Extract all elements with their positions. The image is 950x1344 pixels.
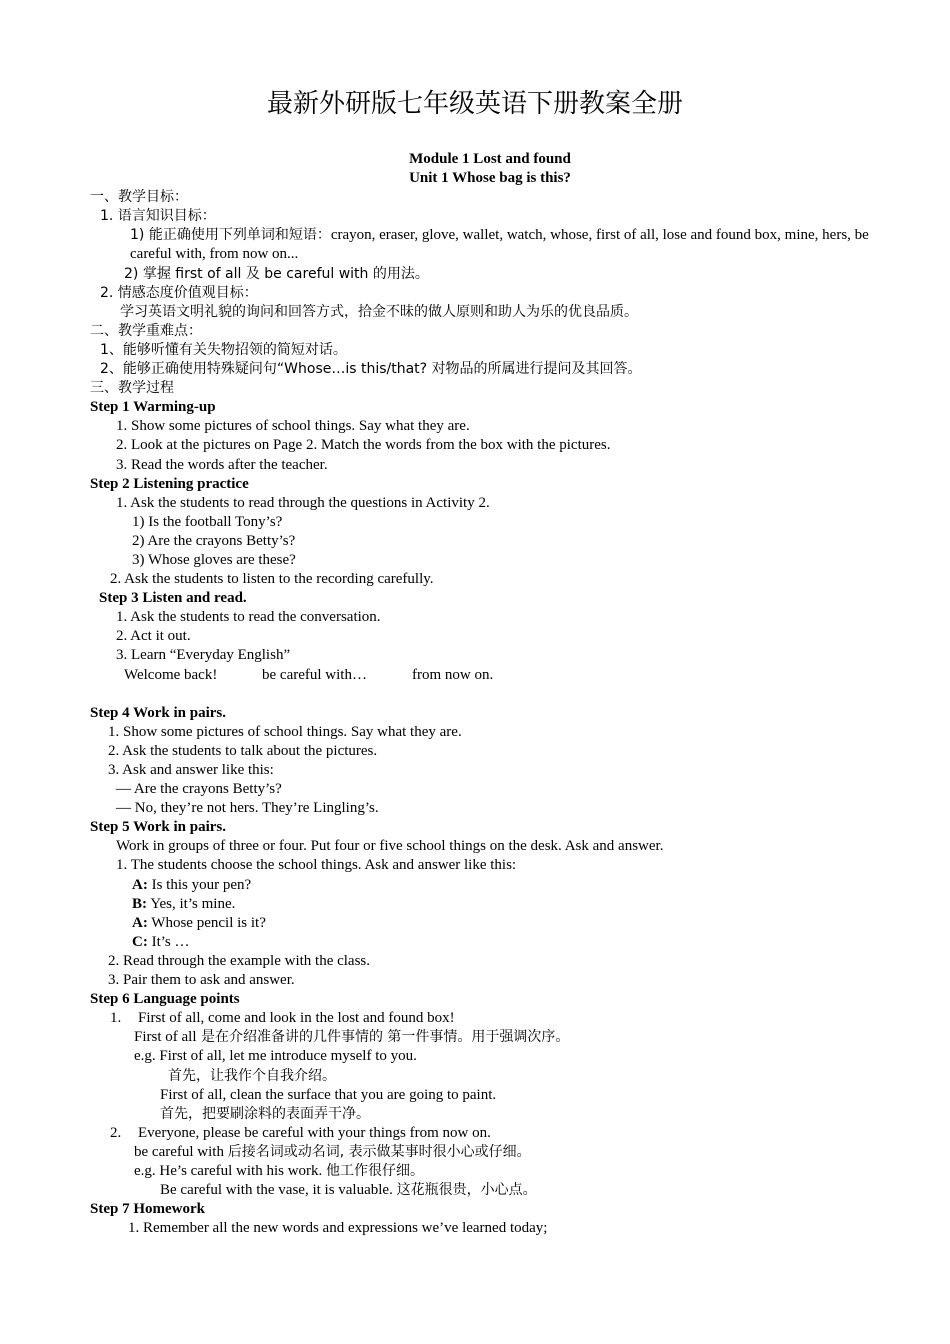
step-5-intro: Work in groups of three or four. Put four or five school things on the desk. Ask and answer. (116, 838, 664, 855)
step-1-item: 3. Read the words after the teacher. (116, 456, 328, 473)
step-2-item: 1. Ask the students to read through the questions in Activity 2. (116, 494, 490, 511)
step-5-item: 2. Read through the example with the class. (108, 952, 371, 969)
step-3-heading: Step 3 Listen and read. (99, 590, 247, 607)
key-point-1: 1、能够听懂有关失物招领的简短对话。 (100, 341, 347, 358)
step-3-item: 2. Act it out. (116, 628, 191, 645)
step-1-heading: Step 1 Warming-up (90, 399, 216, 416)
note-explanation: 后接名词或动名词, 表示做某事时很小心或仔细。 (227, 1143, 531, 1160)
step-4-dialogue-line: — No, they’re not hers. They’re Lingling’s. (116, 800, 379, 817)
step-2-question: 3) Whose gloves are these? (132, 551, 296, 568)
step-2-question: 1) Is the football Tony’s? (132, 513, 283, 530)
example-en: Be careful with the vase, it is valuable. (160, 1182, 397, 1199)
step-2-item: 2. Ask the students to listen to the recording carefully. (110, 571, 434, 588)
step-5-dialogue-line (90, 914, 890, 933)
example-en: e.g. He’s careful with his work. (134, 1162, 327, 1179)
example-sentence (90, 1162, 890, 1181)
dialogue-text: Yes, it’s mine. (147, 895, 236, 912)
dialogue-text: Whose pencil is it? (147, 914, 266, 931)
process-heading: 三、教学过程 (90, 380, 174, 397)
phrase: Welcome back! (124, 666, 218, 683)
example-sentence: e.g. First of all, let me introduce myself to you. (134, 1048, 417, 1065)
phrase: be careful with… (262, 666, 367, 683)
note-phrase: be careful with (134, 1143, 228, 1160)
step-6-heading: Step 6 Language points (90, 991, 240, 1008)
example-zh: 他工作很仔细。 (326, 1162, 425, 1179)
step-2-question: 2) Are the crayons Betty’s? (132, 532, 296, 549)
step-5-dialogue-line (90, 895, 890, 914)
point-number: 1. (110, 1010, 122, 1027)
emotion-objectives-text: 学习英语文明礼貌的询问和回答方式，拾金不昧的做人原则和助人为乐的优良品质。 (120, 303, 638, 320)
document-title: 最新外研版七年级英语下册教案全册 (266, 89, 683, 119)
knowledge-objectives-heading: 1. 语言知识目标： (100, 208, 216, 225)
example-zh: 这花瓶很贵，小心点。 (396, 1182, 537, 1199)
dialogue-text: Is this your pen? (147, 876, 252, 893)
language-point-2-note (90, 1143, 890, 1162)
module-heading: Module 1 Lost and found (409, 151, 571, 167)
step-1-item: 2. Look at the pictures on Page 2. Match the words from the box with the pictures. (116, 437, 611, 454)
objectives-heading: 一、教学目标： (90, 189, 188, 206)
document-body (90, 150, 890, 1238)
step-4-item: 2. Ask the students to talk about the pictures. (108, 742, 378, 759)
step-5-heading: Step 5 Work in pairs. (90, 819, 227, 836)
step-2-heading: Step 2 Listening practice (90, 475, 249, 492)
step-5-item: 3. Pair them to ask and answer. (108, 972, 295, 989)
knowledge-objective-1-words: crayon, eraser, glove, wallet, watch, whose, first of all, lose and found box, mine, hers, be careful with, from now on... (130, 227, 869, 263)
example-sentence: First of all, clean the surface that you are going to paint. (160, 1086, 497, 1103)
key-points-heading: 二、教学重难点： (90, 322, 202, 339)
language-point-2 (90, 1124, 890, 1143)
speaker-label: A: (132, 914, 148, 931)
knowledge-objective-1 (90, 226, 870, 264)
example-translation: 首先，让我作个自我介绍。 (168, 1067, 336, 1084)
step-5-dialogue-line (90, 876, 890, 895)
language-point-1 (90, 1009, 890, 1028)
step-1-item: 1. Show some pictures of school things. Say what they are. (116, 418, 470, 435)
everyday-english-phrases (90, 666, 890, 685)
point-sentence: Everyone, please be careful with your things from now on. (138, 1124, 491, 1141)
speaker-label: A: (132, 876, 148, 893)
step-4-heading: Step 4 Work in pairs. (90, 704, 227, 721)
language-point-1-note (90, 1028, 890, 1047)
emotion-objectives-heading: 2. 情感态度价值观目标： (100, 284, 258, 301)
step-5-dialogue-line (90, 933, 890, 952)
step-7-heading: Step 7 Homework (90, 1201, 205, 1218)
step-4-item: 1. Show some pictures of school things. Say what they are. (108, 723, 462, 740)
dialogue-text: It’s … (147, 933, 190, 950)
step-5-item: 1. The students choose the school things. Ask and answer like this: (116, 857, 517, 874)
step-4-dialogue-line: — Are the crayons Betty’s? (116, 781, 282, 798)
step-3-item: 1. Ask the students to read the conversation. (116, 609, 381, 626)
knowledge-objective-2: 2) 掌握 first of all 及 be careful with 的用法。 (124, 265, 429, 282)
phrase: from now on. (412, 666, 494, 683)
blank-line (90, 685, 890, 704)
step-4-item: 3. Ask and answer like this: (108, 762, 274, 778)
example-sentence (90, 1181, 890, 1200)
note-explanation: 是在介绍准备讲的几件事情的 第一件事情。用于强调次序。 (196, 1029, 570, 1046)
point-number: 2. (110, 1124, 122, 1141)
unit-heading: Unit 1 Whose bag is this? (409, 170, 571, 187)
key-point-2: 2、能够正确使用特殊疑问句“Whose…is this/that? 对物品的所属进行提问及其回答。 (100, 361, 642, 378)
speaker-label: C: (132, 933, 148, 950)
point-sentence: First of all, come and look in the lost and found box! (138, 1010, 455, 1027)
example-translation: 首先，把要刷涂料的表面弄干净。 (160, 1105, 370, 1122)
step-3-item: 3. Learn “Everyday English” (116, 647, 291, 664)
speaker-label: B: (132, 895, 147, 912)
knowledge-objective-1-prefix: 1) 能正确使用下列单词和短语： (130, 227, 331, 244)
note-phrase: First of all (134, 1029, 197, 1046)
step-7-item: 1. Remember all the new words and expressions we’ve learned today; (128, 1220, 548, 1237)
